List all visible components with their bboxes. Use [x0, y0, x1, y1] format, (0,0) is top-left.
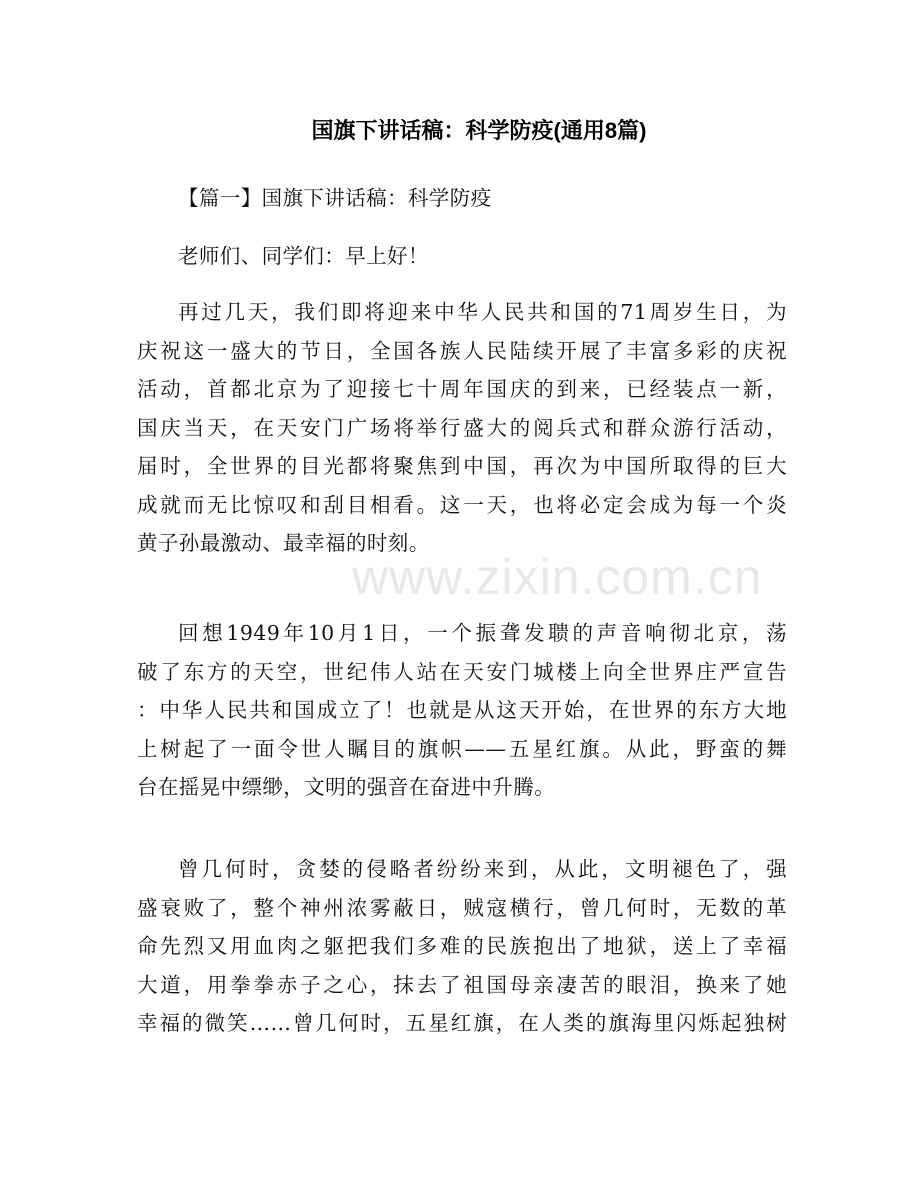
paragraph-2 [137, 614, 787, 807]
paragraph-1 [137, 293, 787, 563]
paragraph-line: 黄子孙最激动、最幸福的时刻。 [137, 531, 430, 555]
paragraph-line: 破了东方的天空，世纪伟人站在天安门城楼上向全世界庄严宣告 [137, 659, 787, 684]
paragraph-3 [137, 850, 787, 1043]
paragraph-line: 曾几何时，贪婪的侵略者纷纷来到，从此，文明褪色了，强 [178, 857, 787, 881]
paragraph-line: 成就而无比惊叹和刮目相看。这一天，也将必定会成为每一个炎 [137, 492, 787, 517]
greeting: 老师们、同学们：早上好！ [178, 244, 429, 268]
watermark: www.zixin.com.cn [352, 549, 763, 605]
paragraph-line: 回想1949年10月1日，一个振聋发聩的声音响彻北京，荡 [178, 621, 787, 645]
document-title: 国旗下讲话稿：科学防疫(通用8篇) [311, 118, 647, 143]
paragraph-line: 幸福的微笑……曾几何时，五星红旗，在人类的旗海里闪烁起独树 [137, 1011, 787, 1035]
paragraph-line: ：中华人民共和国成立了！也就是从这天开始，在世界的东方大地 [137, 698, 787, 722]
paragraph-line: 大道，用拳拳赤子之心，抹去了祖国母亲凄苦的眼泪，换来了她 [137, 972, 787, 997]
paragraph-line: 盛衰败了，整个神州浓雾蔽日，贼寇横行，曾几何时，无数的革 [137, 895, 787, 920]
paragraph-line: 庆祝这一盛大的节日，全国各族人民陆续开展了丰富多彩的庆祝 [137, 338, 787, 363]
paragraph-line: 再过几天，我们即将迎来中华人民共和国的71周岁生日，为 [178, 300, 787, 324]
paragraph-line: 活动，首都北京为了迎接七十周年国庆的到来，已经装点一新， [137, 377, 787, 401]
paragraph-line: 命先烈又用血肉之躯把我们多难的民族抱出了地狱，送上了幸福 [137, 934, 787, 958]
paragraph-line: 上树起了一面令世人瞩目的旗帜——五星红旗。从此，野蛮的舞 [137, 736, 787, 761]
section-heading: 【篇一】国旗下讲话稿：科学防疫 [178, 186, 492, 210]
paragraph-line: 台在摇晃中缥缈，文明的强音在奋进中升腾。 [137, 775, 555, 799]
paragraph-line: 届时，全世界的目光都将聚焦到中国，再次为中国所取得的巨大 [137, 454, 787, 478]
paragraph-line: 国庆当天，在天安门广场将举行盛大的阅兵式和群众游行活动， [137, 415, 787, 440]
